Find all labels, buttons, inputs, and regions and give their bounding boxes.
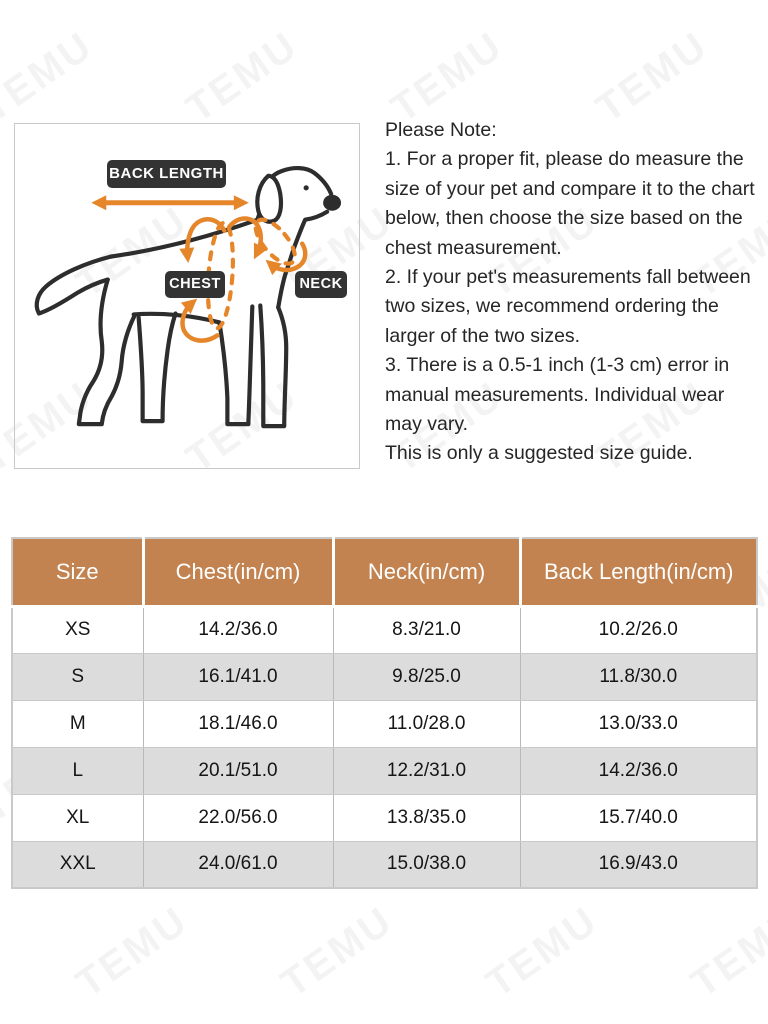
note-item-2: 2. If your pet's measurements fall between two sizes, we recommend ordering the larger of the two sizes. [385, 266, 751, 347]
column-header-neck: Neck(in/cm) [333, 538, 520, 606]
please-note-block [385, 116, 761, 469]
cell-neck: 9.8/25.0 [333, 653, 520, 700]
cell-neck: 15.0/38.0 [333, 841, 520, 888]
chest-label: CHEST [165, 271, 225, 298]
back-length-label: BACK LENGTH [107, 160, 226, 188]
cell-size: XS [12, 606, 143, 653]
watermark-text [0, 23, 102, 132]
cell-neck: 11.0/28.0 [333, 700, 520, 747]
cell-size: S [12, 653, 143, 700]
neck-label: NECK [295, 271, 347, 298]
note-title: Please Note: [385, 119, 497, 141]
table-row-s [12, 653, 757, 700]
dog-measurement-diagram [14, 123, 360, 469]
cell-size: XXL [12, 841, 143, 888]
column-header-back-length: Back Length(in/cm) [520, 538, 757, 606]
table-row-xs [12, 606, 757, 653]
cell-size: M [12, 700, 143, 747]
cell-chest: 16.1/41.0 [143, 653, 333, 700]
cell-neck: 13.8/35.0 [333, 794, 520, 841]
cell-chest: 22.0/56.0 [143, 794, 333, 841]
dog-nose [323, 195, 341, 211]
cell-chest: 24.0/61.0 [143, 841, 333, 888]
note-item-1: 1. For a proper fit, please do measure the size of your pet and compare it to the chart below, then choose the size based on the chest measurement. [385, 148, 755, 259]
note-item-4: This is only a suggested size guide. [385, 442, 693, 465]
table-row-m [12, 700, 757, 747]
cell-chest: 18.1/46.0 [143, 700, 333, 747]
cell-neck: 8.3/21.0 [333, 606, 520, 653]
cell-neck: 12.2/31.0 [333, 747, 520, 794]
cell-back-length: 16.9/43.0 [520, 841, 757, 888]
cell-size: L [12, 747, 143, 794]
size-table [11, 537, 758, 889]
cell-chest: 14.2/36.0 [143, 606, 333, 653]
cell-back-length: 14.2/36.0 [520, 747, 757, 794]
watermark-text [68, 898, 196, 1007]
watermark-text [178, 23, 306, 132]
dog-eye [304, 185, 309, 190]
size-table-container [11, 537, 758, 889]
cell-back-length: 10.2/26.0 [520, 606, 757, 653]
cell-back-length: 11.8/30.0 [520, 653, 757, 700]
table-row-l [12, 747, 757, 794]
cell-back-length: 13.0/33.0 [520, 700, 757, 747]
cell-chest: 20.1/51.0 [143, 747, 333, 794]
watermark-text [273, 898, 401, 1007]
size-table-header-row [12, 538, 757, 606]
table-row-xl [12, 794, 757, 841]
watermark-text [683, 898, 768, 1007]
watermark-text [478, 898, 606, 1007]
table-row-xxl [12, 841, 757, 888]
column-header-size: Size [12, 538, 143, 606]
cell-back-length: 15.7/40.0 [520, 794, 757, 841]
cell-size: XL [12, 794, 143, 841]
note-item-3: 3. There is a 0.5-1 inch (1-3 cm) error in manual measurements. Individual wear may vary. [385, 354, 730, 436]
column-header-chest: Chest(in/cm) [143, 538, 333, 606]
